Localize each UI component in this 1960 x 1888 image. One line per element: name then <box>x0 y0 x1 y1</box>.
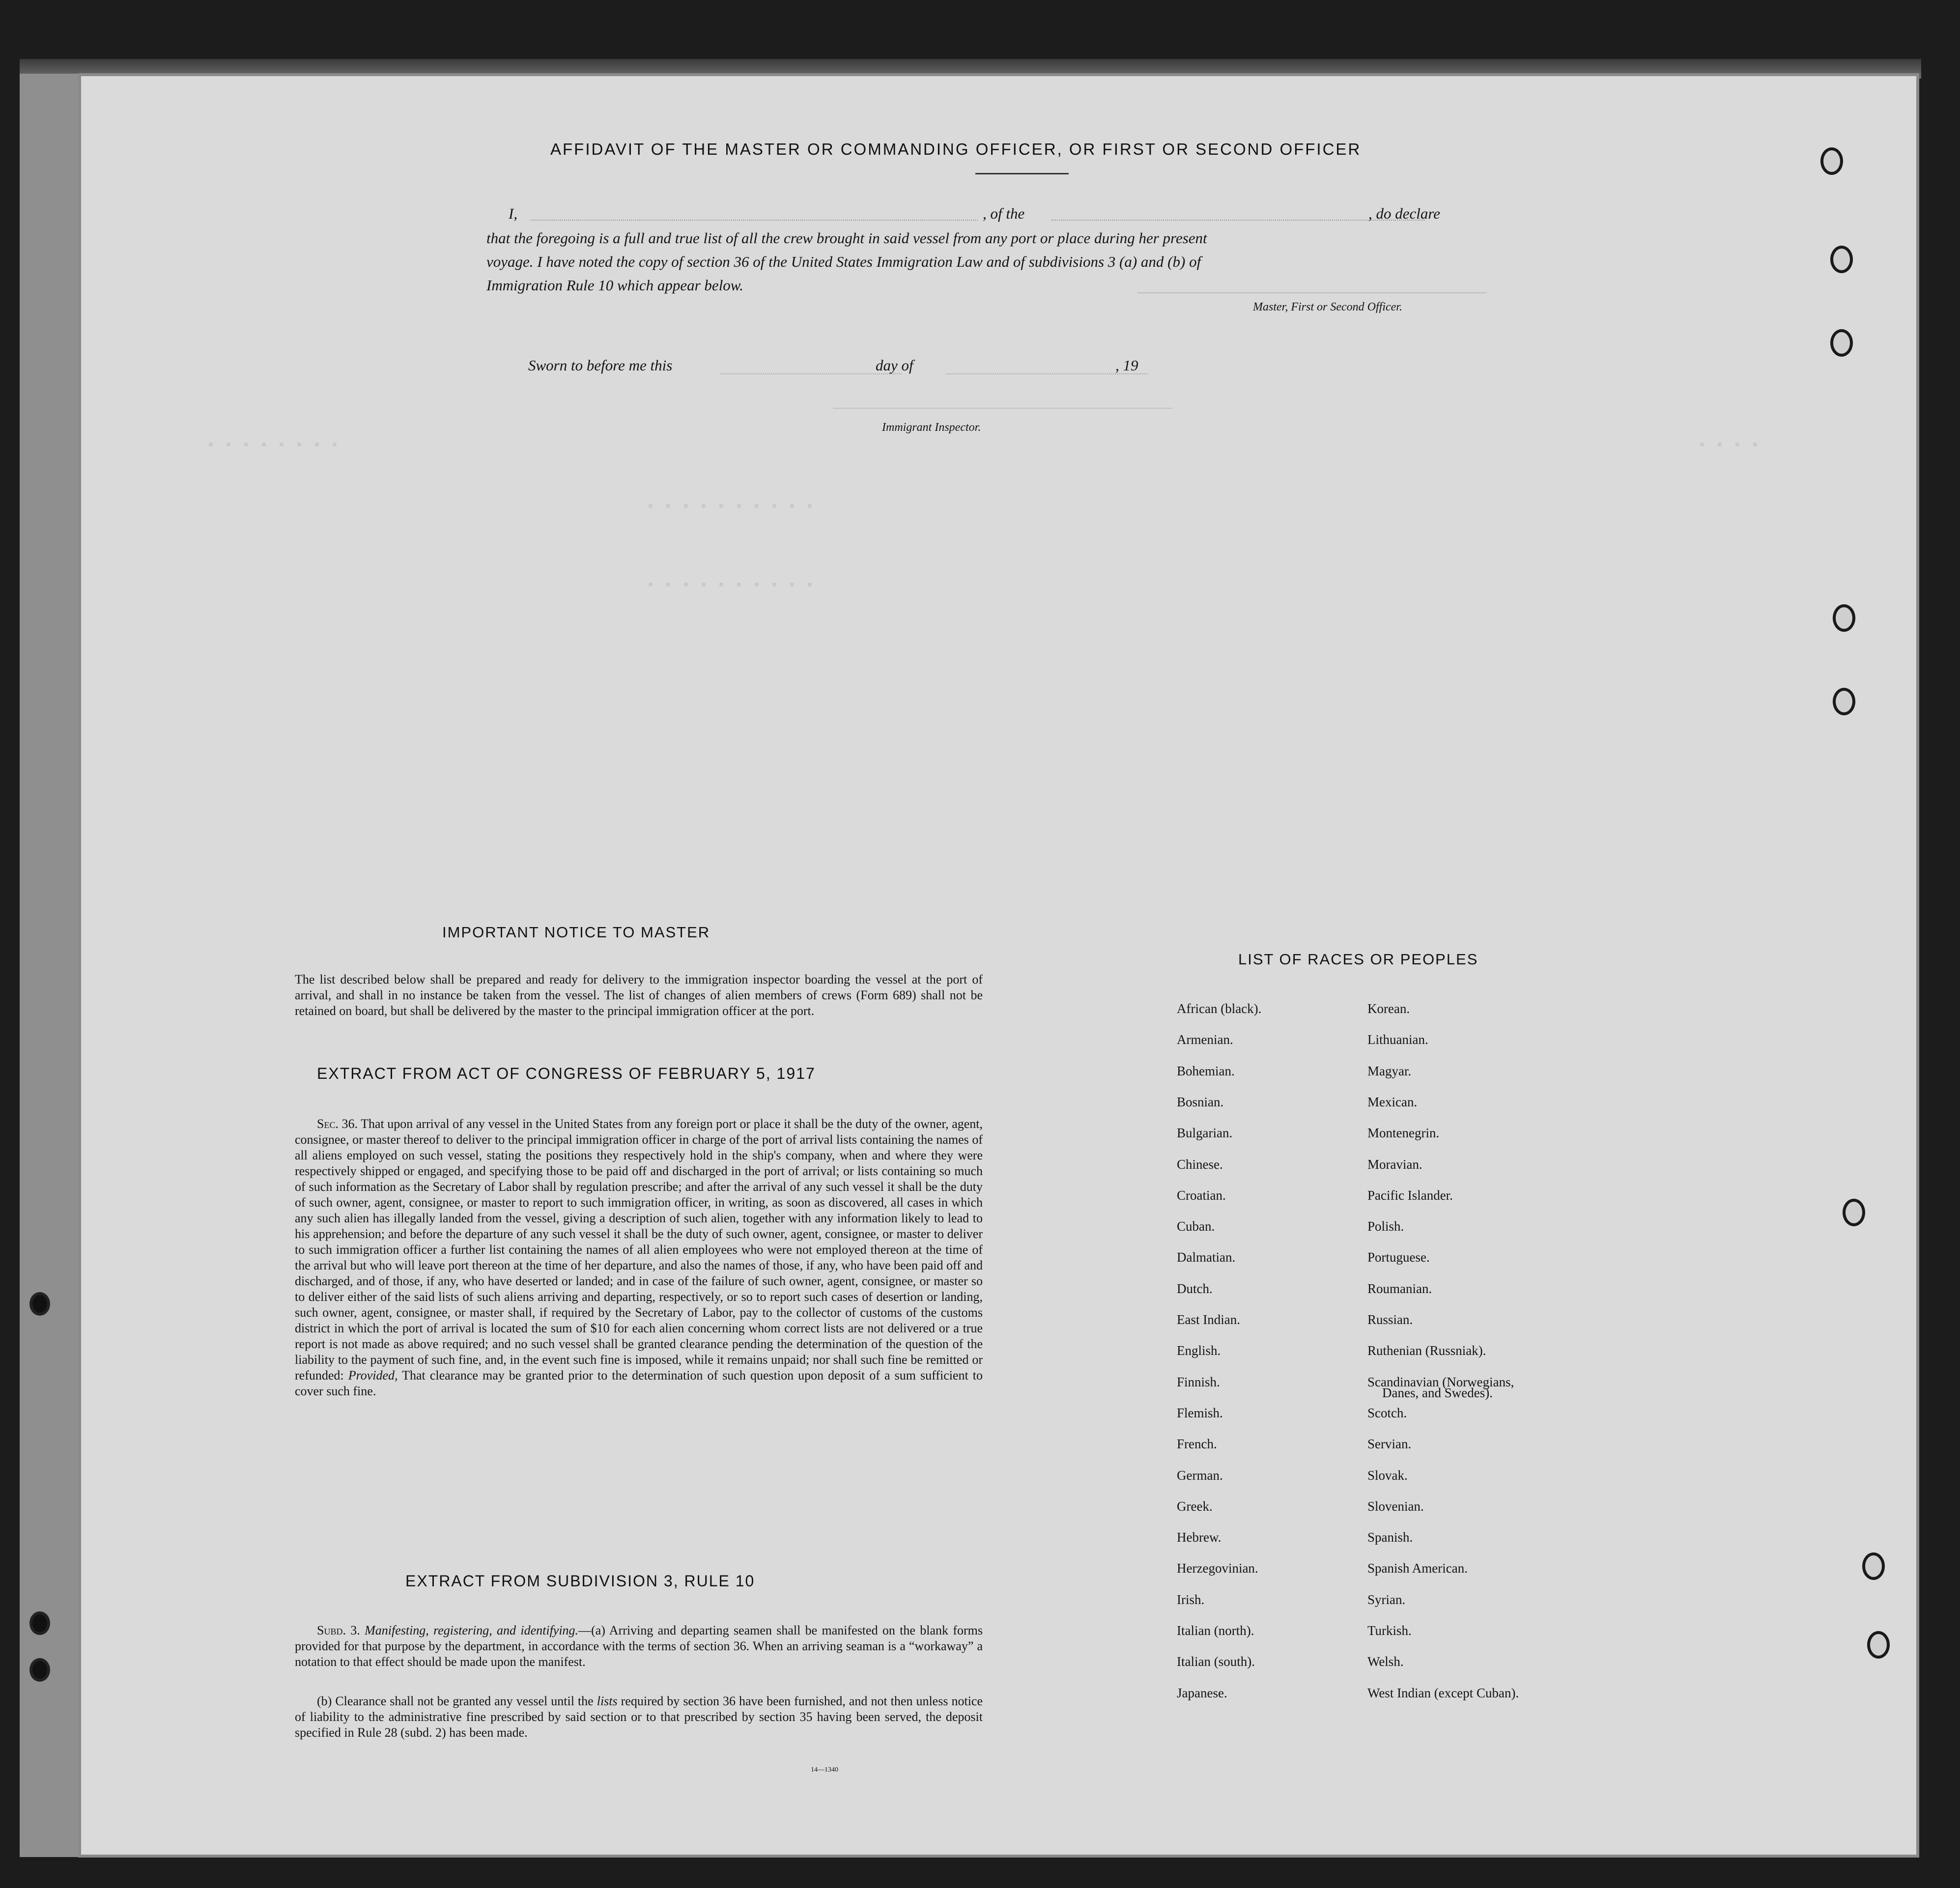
notice-text: The list described below shall be prepared and ready for delivery to the immigration inspector boarding the vessel at the port of arrival, and shall in no instance be taken from the vessel. The list of changes of alien members of crews (Form 689) shall not be retained on board, but shall be delivered by the master to the principal immigration officer at the port. <box>295 972 983 1018</box>
act-extract-title: EXTRACT FROM ACT OF CONGRESS OF FEBRUARY 5, 1917 <box>317 1065 816 1082</box>
day-of-label: day of <box>876 357 913 374</box>
race-item: German. <box>1177 1468 1223 1483</box>
punch-hole-icon <box>1833 604 1855 632</box>
race-item: Scandinavian (Norwegians, <box>1367 1375 1514 1389</box>
bleed-through-mark: ▪ ▪ ▪ ▪ ▪ ▪ ▪ ▪ ▪ ▪ <box>646 499 815 515</box>
race-item: Flemish. <box>1177 1406 1223 1420</box>
scanner-left-edge <box>20 74 84 1857</box>
race-item: Greek. <box>1177 1499 1213 1514</box>
subd-a-label: —(a) <box>578 1623 605 1637</box>
race-item: Servian. <box>1367 1437 1412 1451</box>
race-item: African (black). <box>1177 1001 1262 1016</box>
punch-hole-icon <box>1820 147 1843 175</box>
race-item: Chinese. <box>1177 1157 1223 1172</box>
proviso-text: That clearance may be granted prior to the determination of such question upon deposit of a sum sufficient to cover such fine. <box>295 1368 983 1398</box>
race-item: Hebrew. <box>1177 1530 1221 1545</box>
race-item: Herzegovinian. <box>1177 1561 1258 1576</box>
punch-hole-icon <box>1830 246 1853 273</box>
race-item: Welsh. <box>1367 1654 1404 1669</box>
declare-of-the: , of the <box>983 205 1025 222</box>
officer-name-field[interactable] <box>531 220 978 221</box>
race-item: Irish. <box>1177 1592 1205 1607</box>
race-item: Japanese. <box>1177 1686 1227 1700</box>
binder-hole-icon <box>29 1611 50 1635</box>
race-item: Armenian. <box>1177 1032 1233 1047</box>
proviso-label: Provided, <box>348 1368 398 1382</box>
race-item: Scotch. <box>1367 1406 1407 1420</box>
subd-b-label: (b) <box>317 1694 332 1708</box>
bleed-through-mark: ▪ ▪ ▪ ▪ ▪ ▪ ▪ ▪ ▪ ▪ <box>646 577 815 594</box>
subd-b-text-1: Clearance shall not be granted any vessel until the <box>335 1694 594 1708</box>
race-item: Russian. <box>1367 1312 1413 1327</box>
signature-label: Master, First or Second Officer. <box>1253 301 1402 313</box>
race-item: Turkish. <box>1367 1623 1412 1638</box>
sworn-day-field[interactable] <box>720 373 902 374</box>
declare-end: , do declare <box>1368 205 1441 222</box>
race-item: Pacific Islander. <box>1367 1188 1453 1203</box>
affidavit-body-line-2: voyage. I have noted the copy of section 36 of the United States Immigration Law and of subdivisions 3 (a) and (b) of <box>486 253 1201 270</box>
punch-hole-icon <box>1862 1552 1885 1580</box>
signature-line[interactable] <box>1137 292 1486 293</box>
race-item: Dalmatian. <box>1177 1250 1236 1265</box>
form-number: 14—1340 <box>811 1766 838 1774</box>
declare-i: I, <box>509 205 518 222</box>
act-extract-text <box>295 1116 983 1399</box>
race-item: Korean. <box>1367 1001 1410 1016</box>
race-item: Spanish American. <box>1367 1561 1468 1576</box>
subd-a-text: Arriving and departing seamen shall be manifested on the blank forms provided for that purpose by the department, in accordance with the terms of section 36. When an arriving seaman is a “workaway” a notation to that effect should be made upon the manifest. <box>295 1623 983 1669</box>
race-item: Polish. <box>1367 1219 1404 1234</box>
race-item: Bosnian. <box>1177 1095 1224 1109</box>
race-item: Mexican. <box>1367 1095 1418 1109</box>
subd-b-lists: lists <box>597 1694 618 1708</box>
subd-heading: Manifesting, registering, and identifying. <box>365 1623 579 1637</box>
section-body: That upon arrival of any vessel in the United States from any foreign port or place it shall be the duty of the owner, agent, consignee, or master thereof to deliver to the principal immigration officer in charge of the port of arrival lists containing the names of all aliens employed on such vessel, stating the positions they respectively hold in the ship's company, when and where they were respectively shipped or engaged, and specifying those to be paid off and discharged in the port of arrival; or lists containing so much of such information as the Secretary of Labor shall by regulation prescribe; and after the arrival of any such vessel it shall be the duty of such owner, agent, consignee, or master to report to such immigration officer, in writing, as soon as discovered, all cases in which any such alien has illegally landed from the vessel, giving a description of such alien, together with any information likely to lead to his apprehension; and before the departure of any such vessel it shall be the duty of such owner, agent, consignee, or master to deliver to such immigration officer a further list containing the names of all alien employees who were not employed thereon at the time of the arrival but who will leave port thereon at the time of her departure, and also the names of those, if any, who have been paid off and discharged, and of those, if any, who have deserted or landed; and in case of the failure of such owner, agent, consignee, or master so to deliver either of the said lists of such aliens arriving and departing, respectively, or so to report such cases of desertion or landing, such owner, agent, consignee, or master shall, if required by the Secretary of Labor, pay to the collector of customs of the customs district in which the port of arrival is located the sum of $10 for each alien concerning whom correct lists are not delivered or a true report is not made as above required; and no such vessel shall be granted clearance pending the determination of the question of the liability to the payment of such fine, and, in the event such fine is imposed, while it remains unpaid; nor shall such fine be remitted or refunded: <box>295 1117 983 1382</box>
race-item: Lithuanian. <box>1367 1032 1428 1047</box>
inspector-label: Immigrant Inspector. <box>882 421 981 434</box>
subd-label: Subd. 3. <box>317 1623 360 1637</box>
rule-extract-a <box>295 1623 983 1670</box>
section-label: Sec. 36. <box>317 1117 358 1131</box>
race-item: Bulgarian. <box>1177 1126 1233 1140</box>
bleed-through-mark: ▪ ▪ ▪ ▪ ▪ ▪ ▪ ▪ <box>206 437 340 454</box>
notice-title: IMPORTANT NOTICE TO MASTER <box>442 924 710 941</box>
affidavit-body-line-3: Immigration Rule 10 which appear below. <box>486 277 743 294</box>
race-item: Italian (north). <box>1177 1623 1254 1638</box>
race-item: Ruthenian (Russniak). <box>1367 1343 1486 1358</box>
race-item: Portuguese. <box>1367 1250 1430 1265</box>
punch-hole-icon <box>1833 688 1855 715</box>
title-rule <box>975 173 1069 174</box>
race-item: Bohemian. <box>1177 1064 1235 1078</box>
race-item-extra: Danes, and Swedes). <box>1382 1385 1493 1400</box>
race-item: Slovenian. <box>1367 1499 1424 1514</box>
sworn-text: Sworn to before me this <box>528 357 673 374</box>
punch-hole-icon <box>1843 1199 1865 1226</box>
punch-hole-icon <box>1830 329 1853 357</box>
race-item: Magyar. <box>1367 1064 1412 1078</box>
race-item: Syrian. <box>1367 1592 1406 1607</box>
scanner-top-edge <box>20 59 1921 79</box>
form-page <box>81 76 1916 1855</box>
rule-extract-b <box>295 1693 983 1741</box>
binder-hole-icon <box>29 1292 50 1316</box>
race-item: Moravian. <box>1367 1157 1422 1172</box>
rule-extract-title: EXTRACT FROM SUBDIVISION 3, RULE 10 <box>405 1572 755 1590</box>
race-item: Slovak. <box>1367 1468 1408 1483</box>
race-item: Croatian. <box>1177 1188 1226 1203</box>
race-item: Cuban. <box>1177 1219 1215 1234</box>
race-item: English. <box>1177 1343 1221 1358</box>
affidavit-title: AFFIDAVIT OF THE MASTER OR COMMANDING OFFICER, OR FIRST OR SECOND OFFICER <box>550 140 1362 158</box>
race-item: Dutch. <box>1177 1281 1213 1296</box>
race-item: Roumanian. <box>1367 1281 1432 1296</box>
bleed-through-mark: ▪ ▪ ▪ ▪ <box>1698 437 1760 454</box>
race-item: Finnish. <box>1177 1375 1220 1389</box>
race-item: East Indian. <box>1177 1312 1240 1327</box>
race-item: Montenegrin. <box>1367 1126 1440 1140</box>
punch-hole-icon <box>1867 1631 1890 1659</box>
affidavit-body-line-1: that the foregoing is a full and true list of all the crew brought in said vessel from any port or place during her present <box>486 229 1207 247</box>
race-item: Italian (south). <box>1177 1654 1255 1669</box>
race-item: Spanish. <box>1367 1530 1413 1545</box>
binder-hole-icon <box>29 1658 50 1682</box>
inspector-signature-line[interactable] <box>833 408 1172 409</box>
race-item: French. <box>1177 1437 1217 1451</box>
races-title: LIST OF RACES OR PEOPLES <box>1238 951 1478 968</box>
race-item: West Indian (except Cuban). <box>1367 1686 1519 1700</box>
year-prefix: , 19 <box>1115 357 1138 374</box>
subd-b-text-2: required by section 36 have been furnished, and not then unless notice of liability to the administrative fine prescribed by said section or to that prescribed by section 35 having been served, the deposit specified in Rule 28 (subd. 2) has been made. <box>295 1694 983 1740</box>
